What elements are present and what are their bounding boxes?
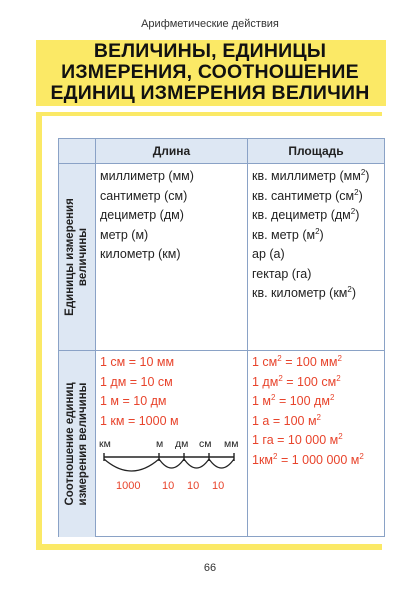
row-header-ratios-line1: Соотношение единиц [64, 382, 76, 506]
scale-factor: 10 [212, 480, 225, 492]
length-units-list [100, 167, 194, 265]
list-item: 1 $дм^2 = 100$ $см^2$ [252, 373, 341, 389]
title-line-3: ЕДИНИЦ ИЗМЕРЕНИЯ ВЕЛИЧИН [50, 82, 370, 104]
list-item: гектар (га) [252, 266, 312, 281]
highlight-frame-top [36, 112, 382, 116]
row-header-units-line1: Единицы измерения [64, 198, 76, 316]
list-item: 1 $см^2 = 100$ $мм^2$ [252, 354, 342, 369]
area-ratios-list [252, 353, 364, 470]
area-units-list [252, 167, 369, 304]
title-line-2: ИЗМЕРЕНИЯ, СООТНОШЕНИЕ [61, 61, 359, 83]
list-item: миллиметр (мм) [100, 169, 194, 183]
list-item: кв. метр $(м^2)$ [252, 226, 324, 242]
title-line-1: ВЕЛИЧИНЫ, ЕДИНИЦЫ [93, 40, 327, 62]
list-item: 1 га = 10 000 $м^2$ [252, 432, 343, 447]
list-item: 1 м = 10 дм [100, 394, 167, 408]
list-item: сантиметр (см) [100, 188, 188, 203]
scale-factor: 1000 [116, 480, 141, 492]
scale-unit-label: мм [224, 438, 239, 450]
header-corner [59, 139, 95, 163]
list-item: километр (км) [100, 247, 181, 261]
scale-arc [159, 459, 184, 468]
list-item: кв. миллиметр $(мм^2)$ [252, 168, 370, 183]
page-number: 66 [203, 562, 217, 574]
list-item: кв. дециметр $(дм^2)$ [252, 207, 360, 222]
length-scale-diagram [96, 435, 246, 493]
row-header-ratios-line2: измерения величины [77, 382, 89, 506]
scale-arc [104, 459, 159, 471]
list-item: дециметр (дм) [100, 208, 184, 222]
scale-unit-label: см [199, 438, 212, 450]
list-item: кв. километр $(км^2)$ [252, 285, 357, 300]
scale-unit-label: км [99, 438, 111, 450]
list-item: 1 дм = 10 см [100, 374, 173, 389]
list-item: $1км^2 = 1$ 000 000 $м^2$ [252, 451, 364, 467]
scale-arc [184, 459, 209, 468]
page-title [0, 41, 420, 104]
scale-arc [209, 459, 234, 468]
list-item: 1 см = 10 мм [100, 355, 175, 369]
row-header-ratios [59, 351, 95, 537]
row-header-units [59, 164, 95, 350]
scale-factor: 10 [187, 480, 200, 492]
list-item: 1 $м^2 = 100$ $дм^2$ [252, 393, 335, 408]
row-header-units-line2: величины [77, 227, 89, 287]
grid-line [59, 163, 384, 164]
scale-unit-label: м [156, 438, 164, 450]
list-item: метр (м) [100, 227, 149, 242]
list-item: 1 км = 1000 м [100, 413, 179, 428]
list-item: ар (а) [252, 247, 285, 261]
grid-line [247, 139, 248, 536]
column-header-length: Длина [96, 139, 247, 163]
scale-factor: 10 [162, 480, 175, 492]
length-ratios-list [100, 353, 179, 431]
grid-line [59, 350, 384, 351]
scale-unit-label: дм [175, 438, 189, 450]
column-header-area: Площадь [248, 139, 384, 163]
list-item: 1 а = 100 $м^2$ [252, 412, 321, 428]
list-item: кв. сантиметр $(см^2)$ [252, 187, 363, 203]
section-label: Арифметические действия [141, 18, 279, 30]
